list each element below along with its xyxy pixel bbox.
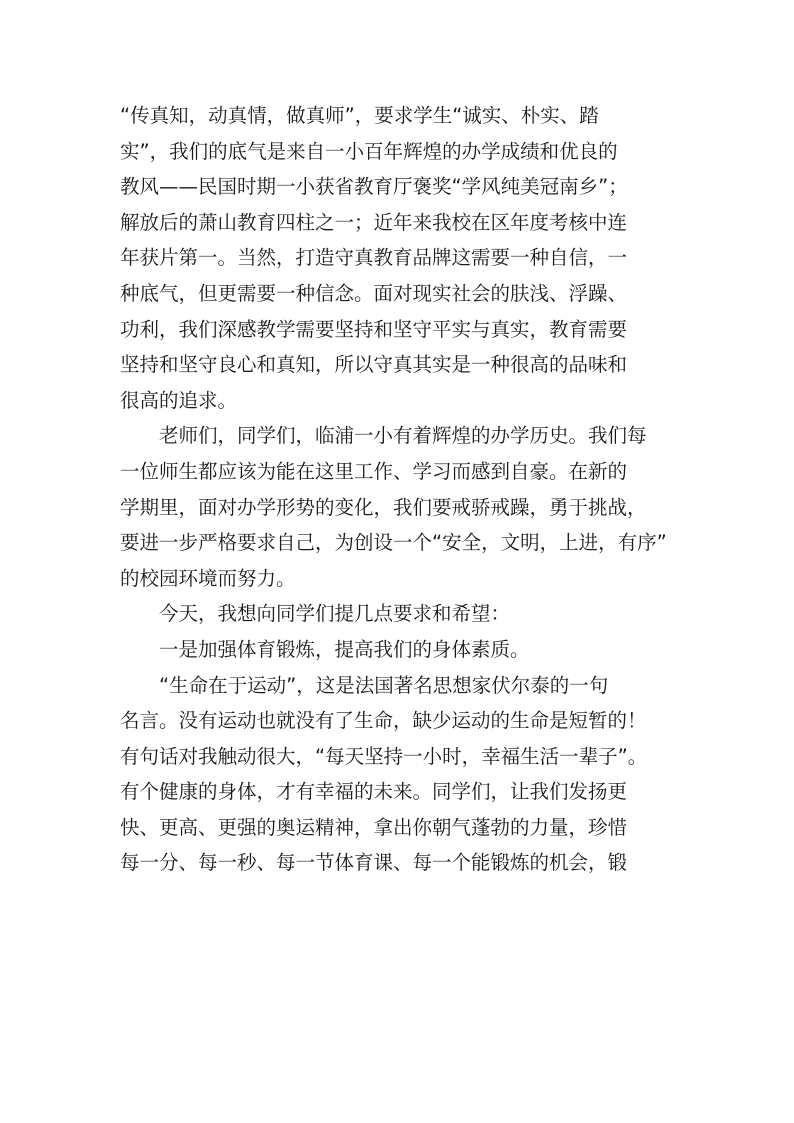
text-line: 很高的追求。 [120,388,238,412]
text-line: 快、更高、更强的奥运精神，拿出你朝气蓬勃的力量，珍惜 [120,815,628,839]
text-line: 有句话对我触动很大，“每天坚持一小时，幸福生活一辈子”。 [120,744,648,768]
document-body [120,98,700,881]
text-line: 学期里，面对办学形势的变化，我们要戒骄戒躁，勇于挑战， [120,495,647,519]
text-line: 要进一步严格要求自己，为创设一个“安全，文明，上进，有序” [120,531,667,555]
text-line: 名言。没有运动也就没有了生命，缺少运动的生命是短暂的！ [120,709,647,733]
section-heading-line: 一是加强体育锻炼，提高我们的身体素质。 [159,637,530,661]
paragraph-start-line: 今天，我想向同学们提几点要求和希望： [159,602,511,626]
text-line: 解放后的萧山教育四柱之一；近年来我校在区年度考核中连 [120,210,628,234]
text-line: 每一分、每一秒、每一节体育课、每一个能锻炼的机会，锻 [120,851,628,875]
text-line: 教风——民国时期一小获省教育厅褒奖“学风纯美冠南乡”； [120,175,628,199]
paragraph-start-line: “生命在于运动”，这是法国著名思想家伏尔泰的一句 [159,673,609,697]
text-line: 功利，我们深感教学需要坚持和坚守平实与真实，教育需要 [120,317,628,341]
text-line: 有个健康的身体，才有幸福的未来。同学们，让我们发扬更 [120,780,628,804]
text-line: 实”，我们的底气是来自一小百年辉煌的办学成绩和优良的 [120,139,618,163]
text-line: 年获片第一。当然，打造守真教育品牌这需要一种自信，一 [120,246,628,270]
text-line: 坚持和坚守良心和真知，所以守真其实是一种很高的品味和 [120,353,628,377]
text-line: 一位师生都应该为能在这里工作、学习而感到自豪。在新的 [120,459,628,483]
text-line: 种底气，但更需要一种信念。面对现实社会的肤浅、浮躁、 [120,281,628,305]
text-line: “传真知，动真情，做真师”，要求学生“诚实、朴实、踏 [120,104,599,127]
paragraph-start-line: 老师们，同学们，临浦一小有着辉煌的办学历史。我们每 [159,424,647,448]
text-line: 的校园环境而努力。 [120,566,296,590]
